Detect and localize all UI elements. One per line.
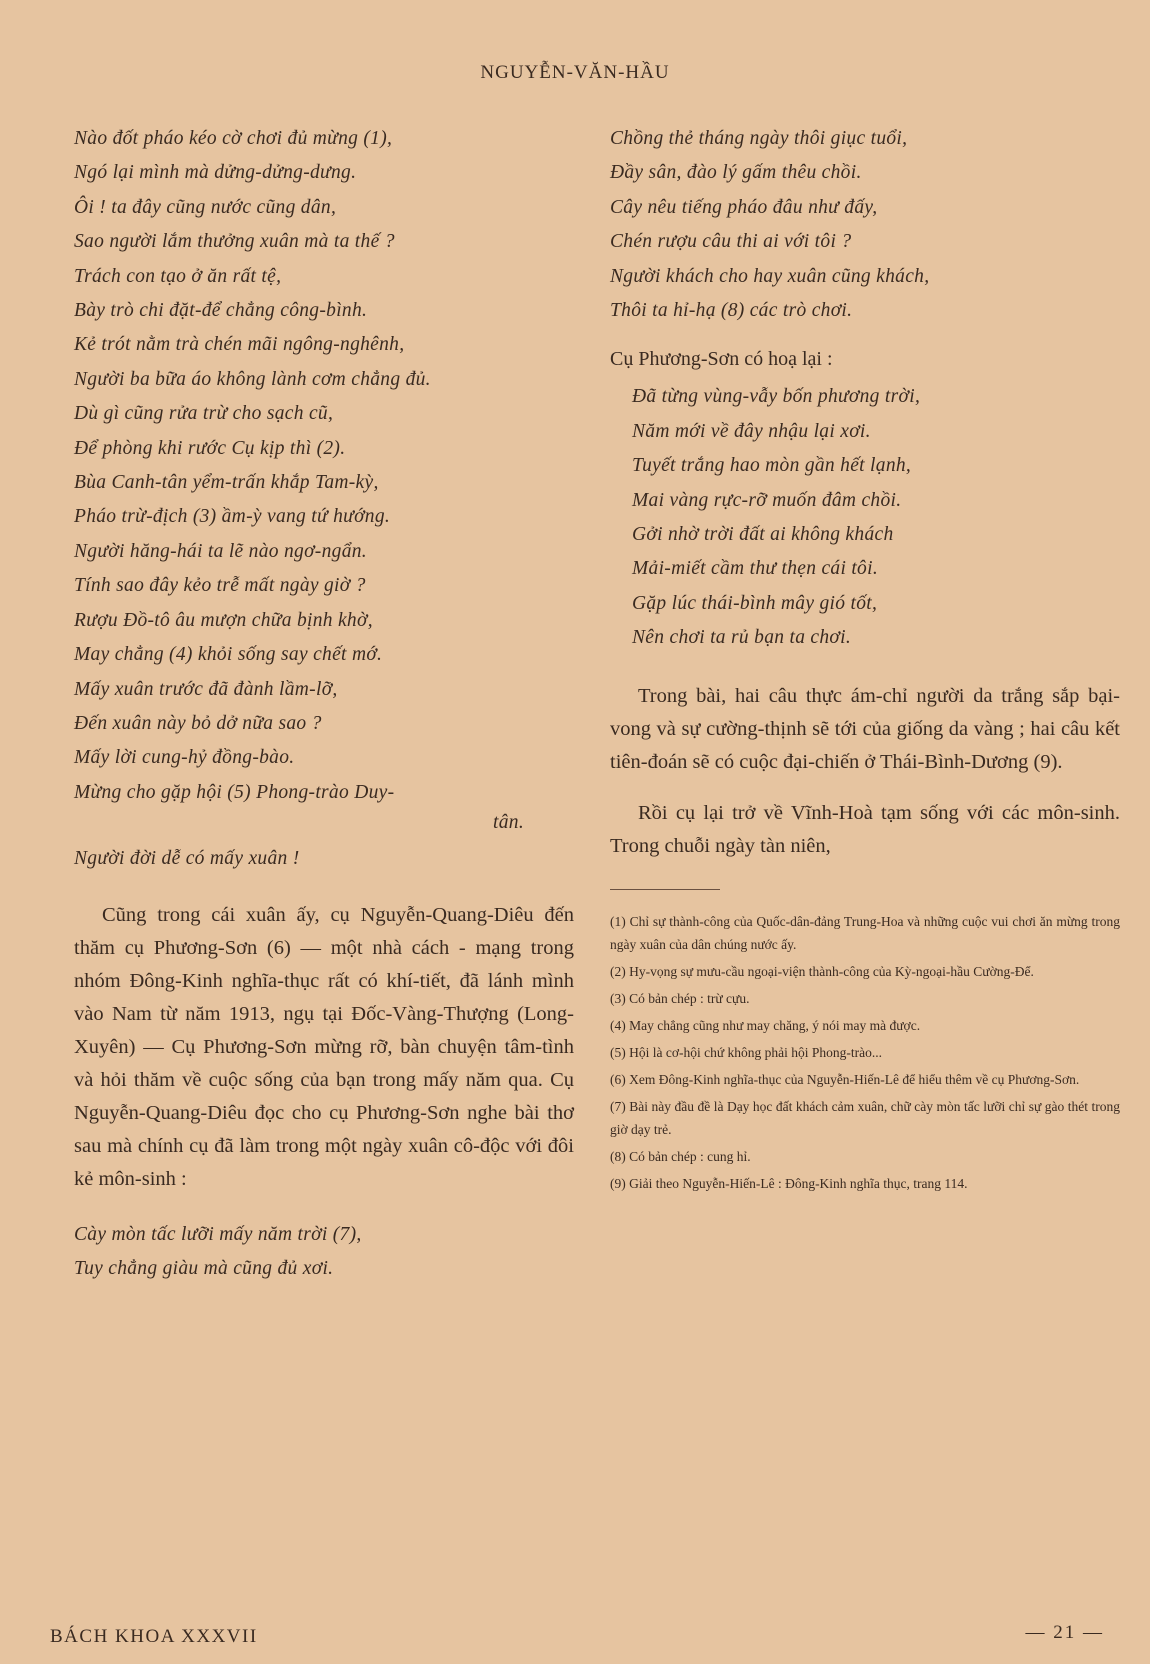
footnote-divider (610, 889, 720, 890)
poem-continuation (610, 122, 1120, 328)
footnote: (8) Có bản chép : cung hỉ. (610, 1148, 751, 1164)
poem-line: Bùa Canh-tân yểm-trấn khắp Tam-kỳ, (74, 472, 379, 494)
poem-line: Để phòng khi rước Cụ kịp thì (2). (74, 437, 346, 459)
poem-line: Rượu Đồ-tô âu mượn chữa bịnh khờ, (74, 609, 373, 631)
poem-line: Năm mới về đây nhậu lại xơi. (632, 420, 871, 442)
poem-line: Ôi ! ta đây cũng nước cũng dân, (74, 196, 337, 218)
poem-line: Tính sao đây kẻo trễ mất ngày giờ ? (74, 575, 366, 597)
footnote: (6) Xem Đông-Kinh nghĩa-thục của Nguyễn-Hiến-Lê để hiểu thêm về cụ Phương-Sơn. (610, 1071, 1080, 1087)
poem-line: Tuyết trắng hao mòn gần hết lạnh, (632, 455, 912, 477)
left-column (74, 122, 574, 1286)
poem-line: Đã từng vùng-vẫy bốn phương trời, (632, 386, 921, 408)
poem-line: Ngó lại mình mà dửng-dửng-dưng. (74, 162, 357, 184)
publication-footer: BÁCH KHOA XXXVII (50, 1626, 258, 1647)
poem-line: Chén rượu câu thi ai với tôi ? (610, 231, 852, 253)
footnotes (610, 910, 1120, 1195)
poem-line: Chồng thẻ tháng ngày thôi giục tuổi, (610, 128, 908, 149)
poem-line: May chẳng (4) khỏi sống say chết mớ. (74, 644, 383, 666)
poem-line: Người khách cho hay xuân cũng khách, (610, 265, 930, 287)
poem-line: Nào đốt pháo kéo cờ chơi đủ mừng (1), (74, 128, 393, 149)
poem-line: Trách con tạo ở ăn rất tệ, (74, 265, 282, 287)
poem-line: Đầy sân, đào lý gấm thêu chồi. (610, 162, 862, 184)
poem-line: Mừng cho gặp hội (5) Phong-trào Duy- (74, 781, 395, 803)
footnote: (3) Có bản chép : trừ cựu. (610, 990, 750, 1006)
poem-line: Người ba bữa áo không lành cơm chẳng đủ. (74, 368, 431, 390)
poem-line: Gởi nhờ trời đất ai không khách (632, 524, 894, 546)
poem-line: Bày trò chi đặt-để chẳng công-bình. (74, 300, 368, 322)
poem-line: Tuy chẳng giàu mà cũng đủ xơi. (74, 1257, 334, 1279)
poem-line: Dù gì cũng rửa trừ cho sạch cũ, (74, 403, 334, 425)
poem-line: Mai vàng rực-rỡ muốn đâm chồi. (632, 489, 902, 511)
body-paragraph: Cũng trong cái xuân ấy, cụ Nguyễn-Quang-Diêu đến thăm cụ Phương-Sơn (6) — một nhà cách - mạng trong nhóm Đông-Kinh nghĩa-thục rất có khí-tiết, đã lánh mình vào Nam từ năm 1913, ngụ tại Đốc-Vàng-Thượng (Long-Xuyên) — Cụ Phương-Sơn mừng rỡ, bàn chuyện tâm-tình và hỏi thăm về cuộc sống của bạn trong mấy năm qua. Cụ Nguyễn-Quang-Diêu đọc cho cụ Phương-Sơn nghe bài thơ sau mà chính cụ đã làm trong một ngày xuân cô-độc với đôi kẻ môn-sinh : (74, 903, 574, 1190)
poem-line: Cày mòn tấc lưỡi mấy năm trời (7), (74, 1223, 362, 1245)
poem-line: Pháo trừ-địch (3) ầm-ỳ vang tứ hướng. (74, 506, 391, 528)
footnote: (5) Hội là cơ-hội chứ không phải hội Phong-trào... (610, 1044, 883, 1060)
poem-line: Thôi ta hỉ-hạ (8) các trò chơi. (610, 300, 853, 322)
page-number: — 21 — (1025, 1622, 1104, 1643)
poem-line: Mấy xuân trước đã đành lầm-lỡ, (74, 678, 338, 700)
poem-line: Gặp lúc thái-bình mây gió tốt, (632, 592, 878, 614)
footnote: (4) May chẳng cũng như may chăng, ý nói may mà được. (610, 1017, 921, 1033)
poem-line: Nên chơi ta rủ bạn ta chơi. (632, 627, 852, 649)
poem-line: Đến xuân này bỏ dở nữa sao ? (74, 712, 322, 734)
reply-intro: Cụ Phương-Sơn có hoạ lại : (610, 348, 833, 371)
footnote: (1) Chỉ sự thành-công của Quốc-dân-đảng Trung-Hoa và những cuộc vui chơi ăn mừng trong ngày xuân của dân chúng nước ấy. (610, 913, 1120, 952)
page-header: NGUYỄN-VĂN-HẦU (480, 62, 670, 83)
poem-line-continuation: tân. (493, 812, 524, 834)
poem-phuong-son-reply (610, 380, 1120, 655)
poem-line: Mải-miết cầm thư thẹn cái tôi. (632, 558, 878, 580)
poem-line: Người hăng-hái ta lẽ nào ngơ-ngẩn. (74, 540, 367, 562)
body-paragraph: Trong bài, hai câu thực ám-chỉ người da trắng sắp bại-vong và sự cường-thịnh sẽ tới của giống da vàng ; hai câu kết tiên-đoán sẽ có cuộc đại-chiến ở Thái-Bình-Dương (9). (610, 684, 1120, 773)
poem-nguyen-quang-dieu-2 (74, 1218, 574, 1287)
poem-line: Cây nêu tiếng pháo đâu như đấy, (610, 196, 878, 218)
poem-line: Mấy lời cung-hỷ đồng-bào. (74, 747, 295, 769)
poem-nguyen-quang-dieu-1 (74, 122, 574, 877)
footnote: (9) Giải theo Nguyễn-Hiến-Lê : Đông-Kinh nghĩa thục, trang 114. (610, 1175, 968, 1191)
footnote: (2) Hy-vọng sự mưu-cầu ngoại-viện thành-công của Kỳ-ngoại-hầu Cường-Để. (610, 963, 1034, 979)
footnote: (7) Bài này đầu đề là Dạy học đất khách cảm xuân, chữ cày mòn tấc lưỡi chỉ sự gào thét trong giờ dạy trẻ. (610, 1098, 1120, 1137)
poem-line: Sao người lắm thưởng xuân mà ta thế ? (74, 231, 395, 253)
poem-line: Kẻ trót nằm trà chén mãi ngông-nghênh, (74, 334, 405, 356)
right-column (610, 122, 1120, 1199)
poem-line: Người đời dễ có mấy xuân ! (74, 848, 300, 870)
body-paragraph: Rồi cụ lại trở về Vĩnh-Hoà tạm sống với các môn-sinh. Trong chuỗi ngày tàn niên, (610, 801, 1120, 857)
